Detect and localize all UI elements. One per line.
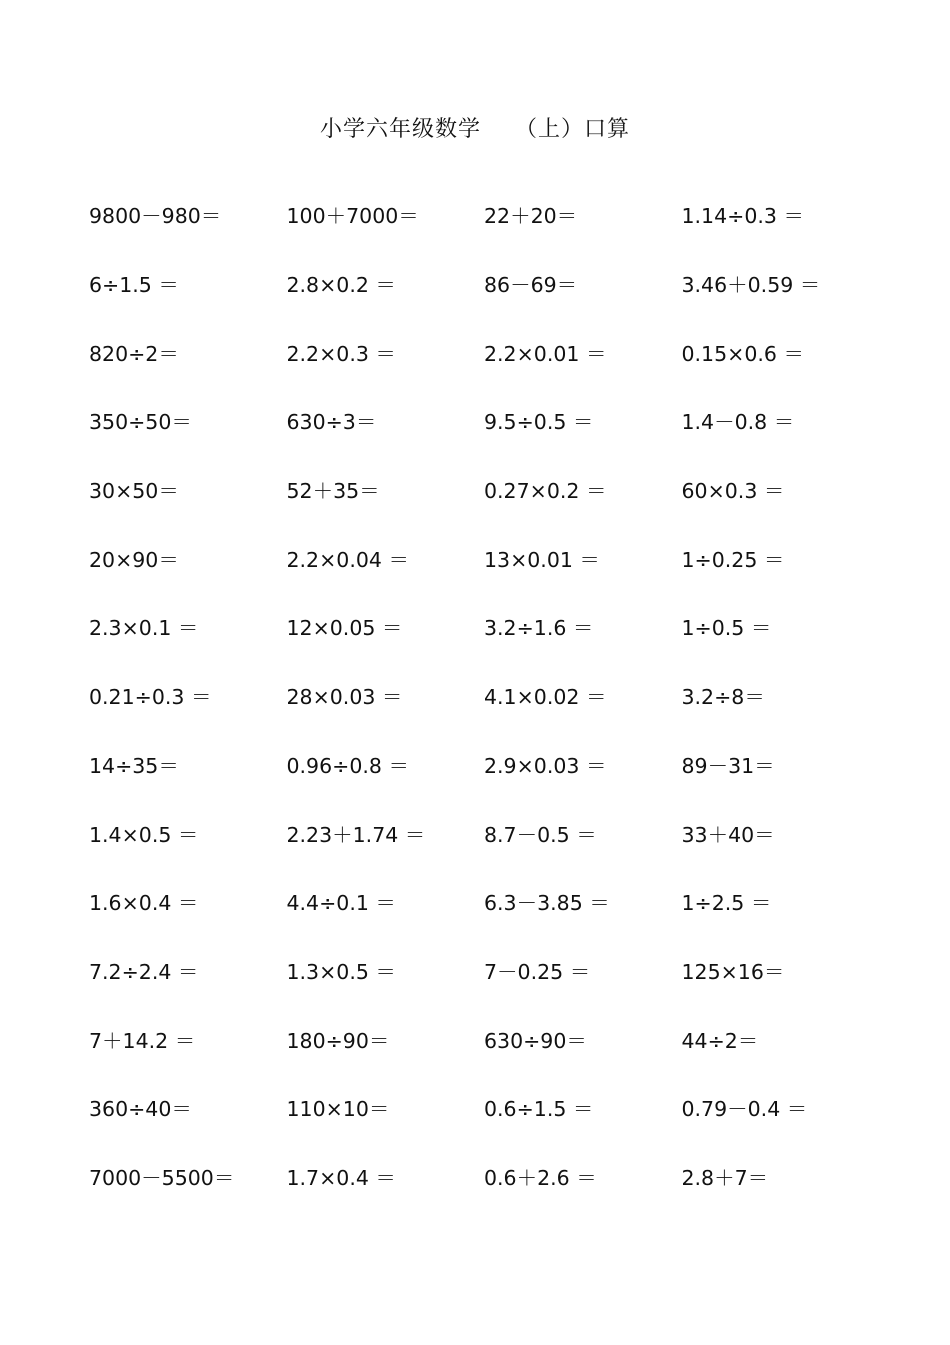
problem-item: 2.2×0.01 ＝ — [484, 341, 607, 366]
problem-item: 12×0.05 ＝ — [286, 616, 403, 641]
problem-item: 6÷1.5 ＝ — [89, 273, 179, 298]
problem-row — [89, 798, 879, 867]
problem-item: 1.3×0.5 ＝ — [286, 959, 396, 984]
problem-item: 1÷2.5 ＝ — [681, 891, 772, 916]
problem-item: 89－31＝ — [681, 753, 775, 778]
problem-item: 2.8×0.2 ＝ — [286, 273, 396, 298]
problem-item: 60×0.3 ＝ — [681, 479, 785, 504]
problem-item: 52＋35＝ — [286, 479, 380, 504]
problem-item: 7000－5500＝ — [89, 1165, 235, 1190]
problem-item: 2.2×0.04 ＝ — [286, 547, 409, 572]
problem-grid — [89, 180, 879, 1210]
problem-item: 1.4×0.5 ＝ — [89, 822, 199, 847]
problem-item: 2.3×0.1 ＝ — [89, 616, 199, 641]
problem-item: 33＋40＝ — [681, 822, 775, 847]
problem-item: 630÷90＝ — [484, 1028, 587, 1053]
problem-item: 0.6＋2.6 ＝ — [484, 1165, 597, 1190]
problem-item: 820÷2＝ — [89, 341, 179, 366]
problem-item: 4.1×0.02 ＝ — [484, 685, 607, 710]
problem-row — [89, 867, 879, 936]
problem-item: 0.6÷1.5 ＝ — [484, 1097, 594, 1122]
problem-item: 360÷40＝ — [89, 1097, 192, 1122]
problem-item: 3.2÷8＝ — [681, 685, 765, 710]
problem-item: 1.14÷0.3 ＝ — [681, 204, 804, 229]
problem-item: 0.96÷0.8 ＝ — [286, 753, 409, 778]
problem-item: 20×90＝ — [89, 547, 179, 572]
problem-item: 86－69＝ — [484, 273, 578, 298]
problem-item: 100＋7000＝ — [286, 204, 419, 229]
problem-row — [89, 180, 879, 249]
problem-item: 110×10＝ — [286, 1097, 390, 1122]
problem-item: 22＋20＝ — [484, 204, 578, 229]
problem-item: 180÷90＝ — [286, 1028, 390, 1053]
problem-item: 1÷0.25 ＝ — [681, 547, 785, 572]
problem-item: 8.7－0.5 ＝ — [484, 822, 597, 847]
problem-item: 7＋14.2 ＝ — [89, 1028, 196, 1053]
problem-item: 1.6×0.4 ＝ — [89, 891, 199, 916]
problem-row — [89, 592, 879, 661]
problem-item: 28×0.03 ＝ — [286, 685, 403, 710]
problem-row — [89, 936, 879, 1005]
problem-item: 0.15×0.6 ＝ — [681, 341, 804, 366]
problem-item: 1.4－0.8 ＝ — [681, 410, 795, 435]
problem-row — [89, 730, 879, 799]
problem-item: 7.2÷2.4 ＝ — [89, 959, 199, 984]
problem-row — [89, 1004, 879, 1073]
problem-item: 0.21÷0.3 ＝ — [89, 685, 212, 710]
problem-row — [89, 661, 879, 730]
problem-item: 1.7×0.4 ＝ — [286, 1165, 396, 1190]
problem-item: 2.9×0.03 ＝ — [484, 753, 607, 778]
problem-row — [89, 249, 879, 318]
problem-item: 125×16＝ — [681, 959, 785, 984]
problem-item: 44÷2＝ — [681, 1028, 759, 1053]
problem-item: 3.2÷1.6 ＝ — [484, 616, 594, 641]
problem-row — [89, 317, 879, 386]
problem-item: 350÷50＝ — [89, 410, 192, 435]
problem-row — [89, 386, 879, 455]
problem-item: 4.4÷0.1 ＝ — [286, 891, 396, 916]
problem-item: 0.27×0.2 ＝ — [484, 479, 607, 504]
problem-item: 13×0.01 ＝ — [484, 547, 600, 572]
problem-item: 7－0.25 ＝ — [484, 959, 591, 984]
page-title — [0, 112, 950, 143]
problem-row — [89, 523, 879, 592]
problem-item: 6.3－3.85 ＝ — [484, 891, 610, 916]
problem-item: 2.8＋7＝ — [681, 1165, 769, 1190]
problem-row — [89, 1073, 879, 1142]
title-main: 小学六年级数学 — [319, 117, 481, 142]
problem-item: 630÷3＝ — [286, 410, 377, 435]
problem-item: 30×50＝ — [89, 479, 179, 504]
problem-item: 14÷35＝ — [89, 753, 179, 778]
problem-item: 2.2×0.3 ＝ — [286, 341, 396, 366]
problem-item: 2.23＋1.74 ＝ — [286, 822, 426, 847]
problem-item: 3.46＋0.59 ＝ — [681, 273, 821, 298]
problem-row — [89, 1142, 879, 1211]
title-sub: （上）口算 — [515, 117, 631, 142]
problem-item: 9800－980＝ — [89, 204, 222, 229]
problem-item: 9.5÷0.5 ＝ — [484, 410, 594, 435]
problem-item: 1÷0.5 ＝ — [681, 616, 772, 641]
problem-row — [89, 455, 879, 524]
problem-item: 0.79－0.4 ＝ — [681, 1097, 808, 1122]
